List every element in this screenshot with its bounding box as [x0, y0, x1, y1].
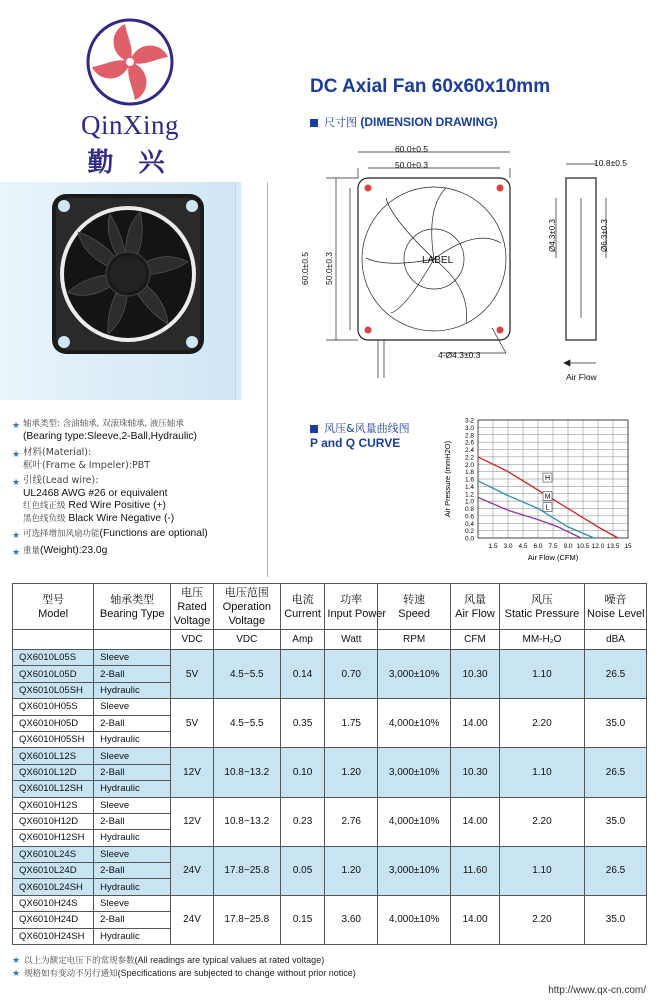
table-cell: 4.5~5.5 — [213, 650, 280, 699]
y-tick-label: 2.0 — [464, 461, 474, 469]
table-cell: Sleeve — [94, 748, 171, 764]
table-cell: QX6010L12D — [13, 764, 94, 780]
table-row — [13, 748, 647, 764]
table-cell: 10.30 — [451, 650, 500, 699]
table-row — [13, 699, 647, 715]
unit-cell: dBA — [585, 630, 647, 650]
table-cell: 12V — [171, 748, 214, 797]
brand-name: QinXing — [81, 110, 179, 140]
fan-photo-image — [50, 192, 210, 367]
table-cell: 11.60 — [451, 846, 500, 895]
star-bullet-icon: ★ — [12, 449, 21, 459]
col-header: 电压范围 Operation Voltage — [213, 584, 280, 630]
table-cell: QX6010L12SH — [13, 781, 94, 797]
y-tick-label: 0.2 — [464, 528, 474, 536]
table-row — [13, 895, 647, 911]
unit-cell: CFM — [451, 630, 500, 650]
unit-cell — [13, 630, 94, 650]
table-cell: QX6010H12SH — [13, 830, 94, 846]
table-cell: Sleeve — [94, 846, 171, 862]
table-cell: 2.76 — [325, 797, 378, 846]
y-tick-label: 2.6 — [464, 439, 474, 447]
y-tick-label: 1.4 — [464, 483, 474, 491]
x-tick-label: 12.0 — [591, 543, 605, 550]
table-cell: 3.60 — [325, 895, 378, 944]
table-cell: 12V — [171, 797, 214, 846]
photo-panel-edge — [235, 182, 241, 400]
table-cell: Sleeve — [94, 797, 171, 813]
table-cell: 24V — [171, 846, 214, 895]
table-cell: 10.8~13.2 — [213, 748, 280, 797]
unit-cell — [94, 630, 171, 650]
table-cell: 1.20 — [325, 846, 378, 895]
y-tick-label: 1.6 — [464, 476, 474, 484]
x-tick-label: 15 — [624, 543, 632, 550]
pq-heading: 风压&风量曲线图 — [310, 420, 410, 436]
table-header-row — [13, 584, 647, 630]
table-cell: 10.8~13.2 — [213, 797, 280, 846]
y-axis-label: Air Pressure (mmH2O) — [443, 440, 452, 518]
dim-hole-dia: 4-Ø4.3±0.3 — [438, 350, 481, 360]
col-header: 风压 Static Pressure — [499, 584, 584, 630]
table-cell: 2-Ball — [94, 813, 171, 829]
y-tick-label: 1.0 — [464, 498, 474, 506]
x-tick-label: 7.5 — [548, 543, 558, 550]
note-typical: ★ 以上为额定电压下的常规参数(All readings are typical values at rated voltage) — [12, 955, 325, 966]
table-cell: 1.20 — [325, 748, 378, 797]
table-cell: 1.10 — [499, 846, 584, 895]
unit-cell: VDC — [213, 630, 280, 650]
table-cell: 17.8~25.8 — [213, 846, 280, 895]
table-cell: 26.5 — [585, 650, 647, 699]
table-cell: Sleeve — [94, 699, 171, 715]
table-units-row — [13, 630, 647, 650]
table-cell: 2-Ball — [94, 863, 171, 879]
col-header: 风量 Air Flow — [451, 584, 500, 630]
col-header: 功率 Input Power — [325, 584, 378, 630]
table-cell: QX6010H24S — [13, 895, 94, 911]
star-bullet-icon: ★ — [12, 477, 21, 487]
table-cell: 3,000±10% — [378, 748, 451, 797]
table-cell: 26.5 — [585, 748, 647, 797]
table-cell: 0.70 — [325, 650, 378, 699]
table-cell: 1.10 — [499, 748, 584, 797]
y-tick-label: 0.8 — [464, 506, 474, 513]
fan-label: LABEL — [422, 255, 454, 266]
table-cell: 35.0 — [585, 797, 647, 846]
table-cell: 0.35 — [280, 699, 325, 748]
table-cell: Sleeve — [94, 650, 171, 666]
table-cell: QX6010L24S — [13, 846, 94, 862]
table-cell: 4,000±10% — [378, 895, 451, 944]
table-cell: Hydraulic — [94, 781, 171, 797]
table-cell: Hydraulic — [94, 879, 171, 895]
table-cell: 0.05 — [280, 846, 325, 895]
table-cell: 2-Ball — [94, 715, 171, 731]
dim-hole-height: 50.0±0.3 — [324, 251, 334, 285]
unit-cell: VDC — [171, 630, 214, 650]
table-cell: Hydraulic — [94, 682, 171, 698]
table-cell: QX6010H24D — [13, 912, 94, 928]
dim-outer-height: 60.0±0.5 — [300, 251, 310, 285]
y-tick-label: 2.2 — [464, 454, 474, 462]
table-row — [13, 846, 647, 862]
table-row — [13, 650, 647, 666]
unit-cell: Amp — [280, 630, 325, 650]
dim-side-a: Ø4.3±0.3 — [548, 219, 557, 252]
feature-functions: ★ 可选择增加风扇功能(Functions are optional) — [12, 528, 208, 540]
y-tick-label: 3.2 — [464, 417, 474, 425]
table-cell: 5V — [171, 699, 214, 748]
table-cell: QX6010H24SH — [13, 928, 94, 944]
table-cell: 1.75 — [325, 699, 378, 748]
table-cell: 2-Ball — [94, 666, 171, 682]
table-cell: 14.00 — [451, 699, 500, 748]
pq-heading-en: P and Q CURVE — [310, 436, 401, 450]
table-cell: QX6010L24SH — [13, 879, 94, 895]
brand-name-cn: 勤 兴 — [87, 148, 173, 178]
table-cell: 35.0 — [585, 699, 647, 748]
col-header: 型号 Model — [13, 584, 94, 630]
table-cell: Sleeve — [94, 895, 171, 911]
table-cell: 2.20 — [499, 699, 584, 748]
table-cell: Hydraulic — [94, 928, 171, 944]
col-header: 转速 Speed — [378, 584, 451, 630]
pq-chart — [440, 412, 640, 572]
fan-logo-icon — [80, 12, 180, 112]
table-cell: QX6010L05SH — [13, 682, 94, 698]
table-cell: QX6010H05SH — [13, 731, 94, 747]
star-bullet-icon: ★ — [12, 547, 21, 557]
table-cell: QX6010L12S — [13, 748, 94, 764]
table-cell: 3,000±10% — [378, 846, 451, 895]
table-cell: 3,000±10% — [378, 650, 451, 699]
x-tick-label: 3.0 — [503, 543, 513, 550]
table-cell: 4,000±10% — [378, 699, 451, 748]
table-cell: 4.5~5.5 — [213, 699, 280, 748]
table-cell: QX6010H12S — [13, 797, 94, 813]
star-bullet-icon: ★ — [12, 968, 21, 978]
square-bullet-icon — [310, 425, 318, 433]
y-tick-label: 1.8 — [464, 469, 474, 477]
table-cell: QX6010L05S — [13, 650, 94, 666]
table-cell: QX6010H05S — [13, 699, 94, 715]
table-cell: 2-Ball — [94, 764, 171, 780]
table-cell: Hydraulic — [94, 830, 171, 846]
table-cell: 2-Ball — [94, 912, 171, 928]
spec-table — [12, 583, 647, 945]
table-cell: 2.20 — [499, 797, 584, 846]
col-header: 电压 Rated Voltage — [171, 584, 214, 630]
air-flow-label: Air Flow — [566, 372, 597, 382]
feature-weight: ★ 重量(Weight):23.0g — [12, 545, 108, 557]
feature-material: ★ 材料(Material): 框叶(Frame & Impeler):PBT — [12, 447, 151, 471]
feature-lead-wire: ★ 引线(Lead wire): UL2468 AWG #26 or equivalent 红色线正级 Red Wire Positive (+) 黑色线负级 Black Wire Negative (-) — [12, 475, 175, 524]
x-tick-label: 9.0 — [563, 543, 573, 550]
dim-side-b: Ø6.3±0.3 — [600, 219, 609, 252]
page-title: DC Axial Fan 60x60x10mm — [310, 76, 551, 97]
x-tick-label: 4.5 — [518, 543, 528, 550]
x-axis-label: Air Flow (CFM) — [527, 553, 579, 562]
dim-outer-width: 60.0±0.5 — [395, 144, 429, 154]
x-tick-label: 13.5 — [606, 543, 620, 550]
divider-line — [267, 182, 268, 577]
table-cell: QX6010L05D — [13, 666, 94, 682]
unit-cell: RPM — [378, 630, 451, 650]
y-tick-label: 2.8 — [464, 432, 474, 440]
series-label: H — [544, 475, 551, 483]
table-cell: 0.14 — [280, 650, 325, 699]
table-cell: 14.00 — [451, 895, 500, 944]
table-cell: QX6010L24D — [13, 863, 94, 879]
y-tick-label: 0.4 — [464, 520, 474, 528]
website-link[interactable]: http://www.qx-cn.com/ — [548, 985, 646, 996]
unit-cell: Watt — [325, 630, 378, 650]
series-line-L — [478, 497, 581, 538]
table-cell: QX6010H05D — [13, 715, 94, 731]
square-bullet-icon — [310, 119, 318, 127]
table-cell: 35.0 — [585, 895, 647, 944]
table-cell: 1.10 — [499, 650, 584, 699]
table-cell: 5V — [171, 650, 214, 699]
y-tick-label: 0.6 — [464, 513, 474, 521]
star-bullet-icon: ★ — [12, 530, 21, 540]
table-cell: 10.30 — [451, 748, 500, 797]
y-tick-label: 1.2 — [464, 491, 474, 499]
table-cell: QX6010H12D — [13, 813, 94, 829]
series-label: M — [544, 493, 551, 501]
dim-hole-width: 50.0±0.3 — [395, 160, 429, 170]
dim-thickness: 10.8±0.5 — [594, 158, 628, 168]
x-tick-label: 1.5 — [488, 543, 498, 550]
table-cell: 0.23 — [280, 797, 325, 846]
table-cell: 4,000±10% — [378, 797, 451, 846]
series-label: L — [545, 504, 550, 512]
table-row — [13, 797, 647, 813]
table-cell: 2.20 — [499, 895, 584, 944]
dimension-heading: 尺寸图 (DIMENSION DRAWING) — [310, 114, 498, 130]
y-tick-label: 0.0 — [464, 535, 474, 543]
table-cell: 26.5 — [585, 846, 647, 895]
table-cell: 17.8~25.8 — [213, 895, 280, 944]
y-tick-label: 3.0 — [464, 424, 474, 432]
col-header: 轴承类型 Bearing Type — [94, 584, 171, 630]
col-header: 电流 Current — [280, 584, 325, 630]
y-tick-label: 2.4 — [464, 447, 474, 454]
note-change: ★ 规格如有变动不另行通知(Specifications are subjected to change without prior notice) — [12, 968, 356, 979]
table-cell: 14.00 — [451, 797, 500, 846]
x-tick-label: 10.5 — [576, 543, 590, 550]
table-cell: 24V — [171, 895, 214, 944]
col-header: 噪音 Noise Level — [585, 584, 647, 630]
table-cell: Hydraulic — [94, 731, 171, 747]
brand-logo — [70, 12, 190, 178]
table-cell: 0.15 — [280, 895, 325, 944]
x-tick-label: 6.0 — [533, 543, 543, 550]
star-bullet-icon: ★ — [12, 955, 21, 965]
table-cell: 0.10 — [280, 748, 325, 797]
unit-cell: MM-H₂O — [499, 630, 584, 650]
feature-bearing: ★ 轴承类型: 含油轴承, 双滚珠轴承, 液压轴承 (Bearing type:Sleeve,2-Ball,Hydraulic) — [12, 419, 197, 442]
star-bullet-icon: ★ — [12, 420, 21, 430]
